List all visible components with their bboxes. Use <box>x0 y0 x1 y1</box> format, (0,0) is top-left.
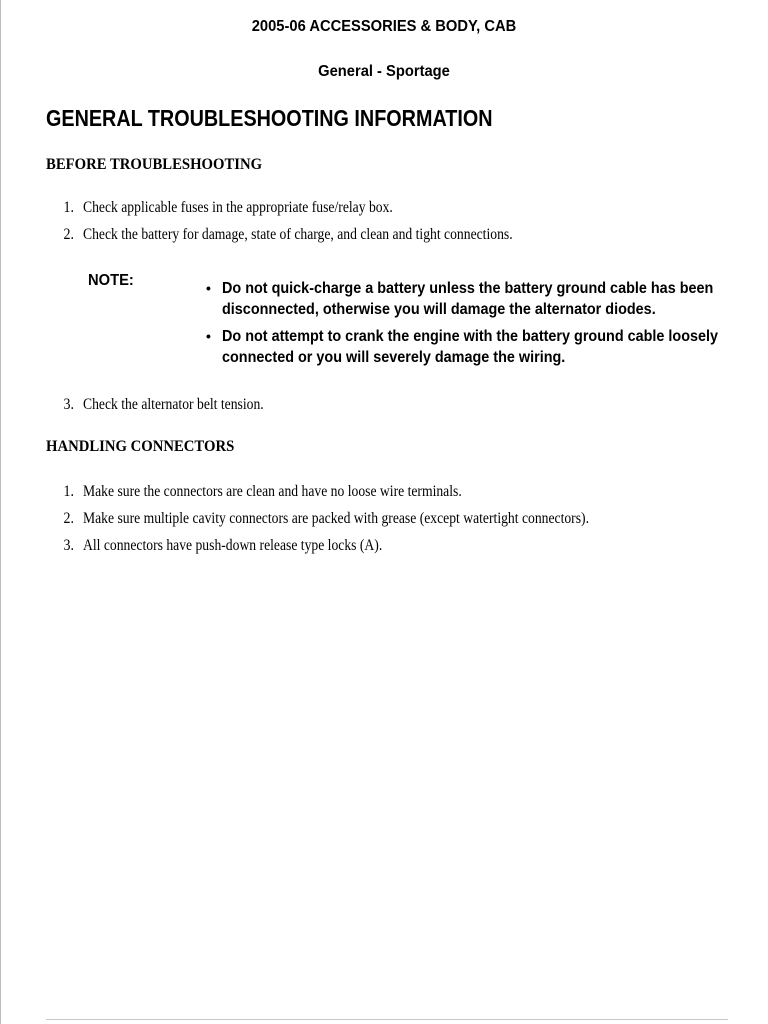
list-item <box>0 395 768 417</box>
list-item-text: Check the alternator belt tension. <box>83 396 264 413</box>
document-header-subtitle: General - Sportage <box>318 63 450 80</box>
list-item <box>0 482 768 504</box>
section-heading-handling-connectors: HANDLING CONNECTORS <box>46 438 235 455</box>
list-item <box>0 509 768 531</box>
note-item <box>206 278 746 322</box>
document-header-title: 2005-06 ACCESSORIES & BODY, CAB <box>251 18 517 35</box>
list-item <box>0 536 768 558</box>
section-heading-before-troubleshooting: BEFORE TROUBLESHOOTING <box>46 156 263 173</box>
bullet-icon: • <box>206 280 211 296</box>
note-text: Do not quick-charge a battery unless the battery ground cable has been disconnected, otherwise you will damage the alternator diodes. <box>222 280 714 318</box>
note-text: Do not attempt to crank the engine with the battery ground cable loosely connected or you will severely damage the wiring. <box>222 328 719 366</box>
list-item-text: Make sure the connectors are clean and have no loose wire terminals. <box>83 483 462 500</box>
list-item <box>0 225 768 247</box>
list-item-number: 1. <box>63 199 74 216</box>
list-item-number: 1. <box>63 483 74 500</box>
note-item <box>206 326 746 370</box>
list-item <box>0 198 768 220</box>
page-bottom-divider <box>46 1019 728 1020</box>
bullet-icon: • <box>206 328 211 344</box>
list-item-text: Check the battery for damage, state of charge, and clean and tight connections. <box>83 226 513 243</box>
note-label: NOTE: <box>88 272 134 289</box>
list-item-text: Make sure multiple cavity connectors are packed with grease (except watertight connectors). <box>83 510 589 527</box>
list-item-number: 3. <box>63 396 74 413</box>
list-item-number: 3. <box>63 537 74 554</box>
list-item-text: All connectors have push-down release type locks (A). <box>83 537 383 554</box>
list-item-number: 2. <box>63 226 74 243</box>
list-item-number: 2. <box>63 510 74 527</box>
list-item-text: Check applicable fuses in the appropriate fuse/relay box. <box>83 199 393 216</box>
page-title: GENERAL TROUBLESHOOTING INFORMATION <box>46 105 493 131</box>
